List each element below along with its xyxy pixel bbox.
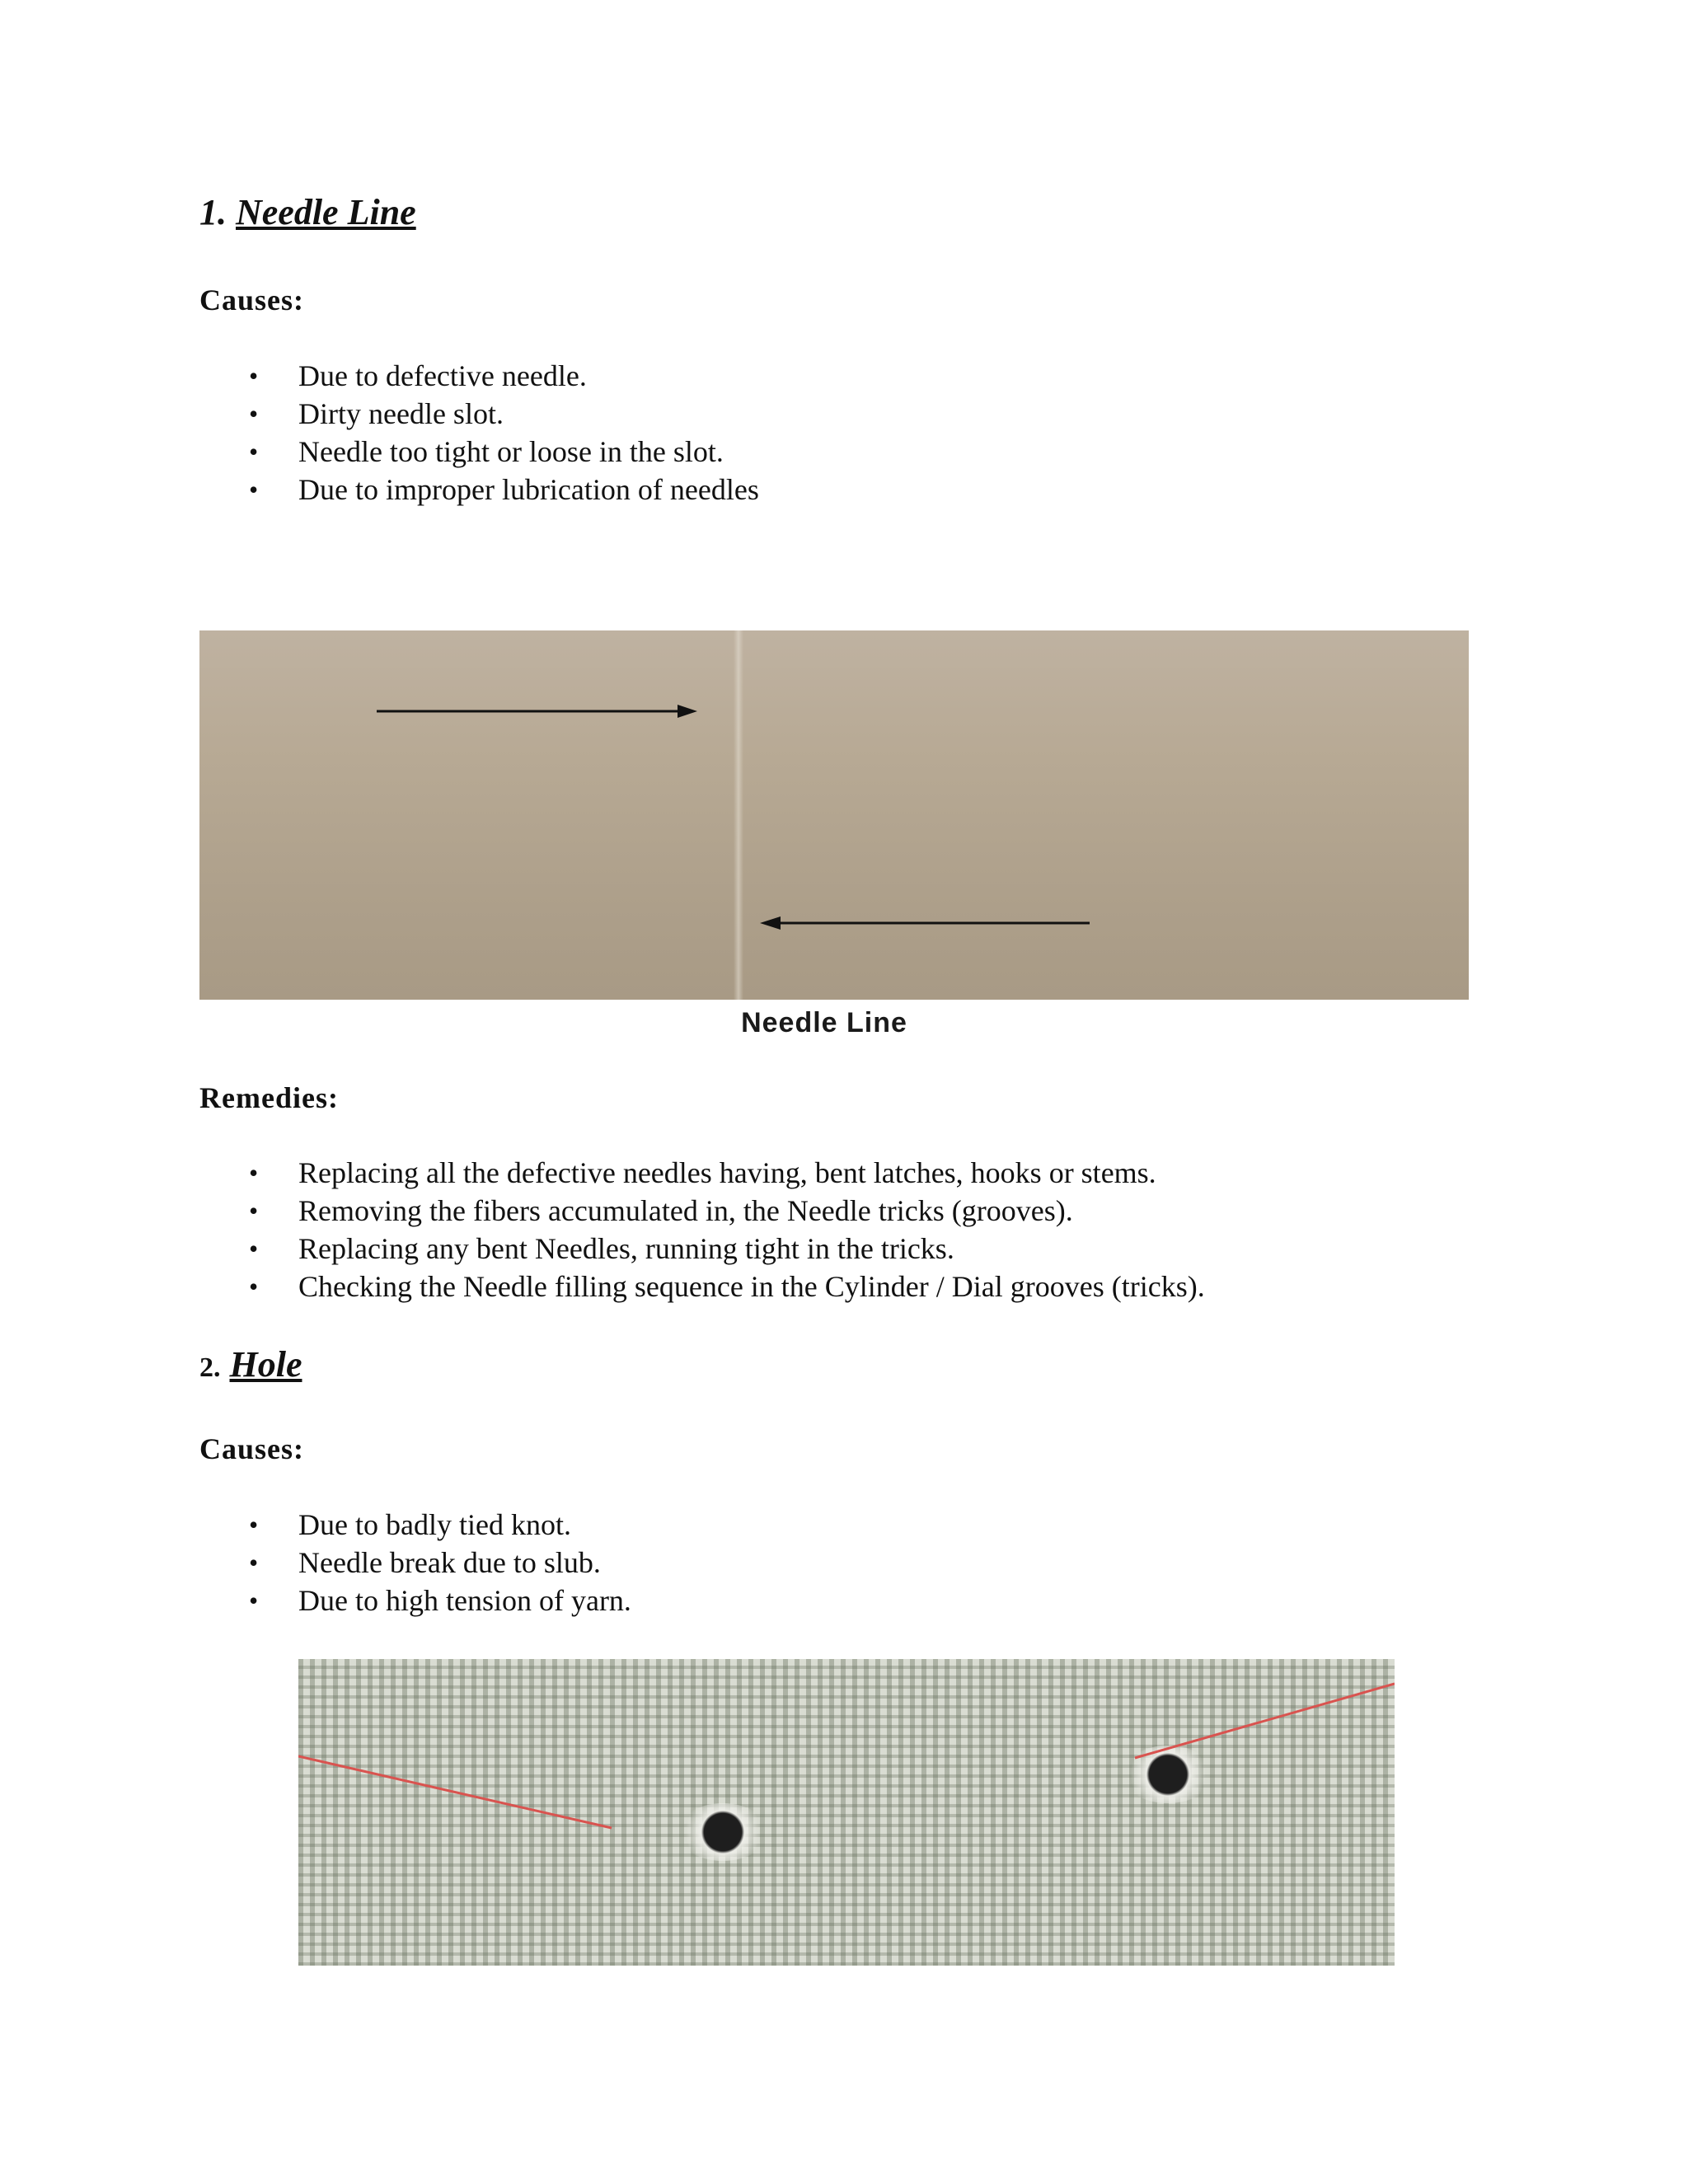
list-item: • Checking the Needle filling sequence in the Cylinder / Dial grooves (tricks). xyxy=(199,1268,1205,1305)
list-item: • Due to defective needle. xyxy=(199,357,759,395)
arrow-left-icon xyxy=(760,916,1090,930)
list-item: • Replacing all the defective needles having, bent latches, hooks or stems. xyxy=(199,1154,1205,1192)
remedies-list xyxy=(199,1154,1205,1305)
list-item: • Dirty needle slot. xyxy=(199,395,759,433)
causes-label: Causes: xyxy=(199,1432,305,1465)
arrow-red-icon xyxy=(1135,1684,1395,1758)
hole-defect-photo xyxy=(298,1659,1395,1966)
list-item: • Needle too tight or loose in the slot. xyxy=(199,433,759,471)
needle-line-photo xyxy=(199,630,1469,1000)
remedies-label: Remedies: xyxy=(199,1081,339,1114)
arrow-red-icon xyxy=(298,1756,612,1828)
section-heading-hole xyxy=(199,1343,302,1385)
causes-label: Causes: xyxy=(199,284,305,316)
list-item: • Due to high tension of yarn. xyxy=(199,1582,631,1619)
image-caption: Needle Line xyxy=(741,1007,907,1038)
list-item: • Removing the fibers accumulated in, the Needle tricks (grooves). xyxy=(199,1192,1205,1230)
list-item: • Needle break due to slub. xyxy=(199,1544,631,1582)
list-item: • Due to improper lubrication of needles xyxy=(199,471,759,509)
arrows-overlay xyxy=(298,1659,1395,1966)
section-title: Needle Line xyxy=(236,192,416,232)
section-number: 1. xyxy=(199,192,227,232)
section-title: Hole xyxy=(229,1344,302,1385)
section-number: 2. xyxy=(199,1352,221,1383)
list-item: • Replacing any bent Needles, running tight in the tricks. xyxy=(199,1230,1205,1268)
causes-list xyxy=(199,357,759,509)
section-heading-needle-line xyxy=(199,191,416,233)
causes-list xyxy=(199,1506,631,1619)
arrows-overlay xyxy=(199,630,1469,1000)
list-item: • Due to badly tied knot. xyxy=(199,1506,631,1544)
arrow-right-icon xyxy=(377,705,697,718)
